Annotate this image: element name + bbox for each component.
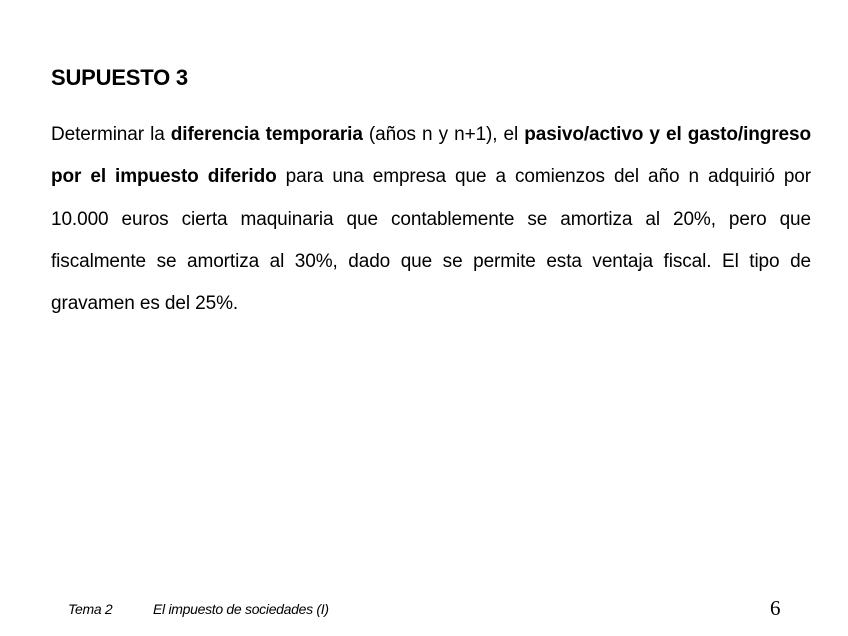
statement-bold-2: pasivo/activo y el gasto/ingreso por el impuesto diferido: [51, 124, 811, 188]
statement-text-1: Determinar la: [51, 124, 171, 145]
footer-topic-number: Tema 2: [68, 601, 113, 617]
exercise-statement: [51, 114, 811, 325]
page-title: SUPUESTO 3: [51, 65, 188, 90]
footer-topic-title: El impuesto de sociedades (I): [153, 601, 329, 617]
page-number: 6: [770, 596, 781, 620]
statement-text-2: (años n y n+1), el: [362, 124, 525, 145]
statement-text-3: para una empresa que a comienzos del año n adquirió por 10.000 euros cierta maquinaria que contablemente se amortiza al 20%, pero que fiscalmente se amortiza al 30%, dado que se permite esta ventaja fiscal. El tipo de gravamen es del 25%.: [51, 166, 812, 315]
statement-bold-1: diferencia temporaria: [170, 124, 363, 145]
page-footer: [0, 596, 848, 626]
